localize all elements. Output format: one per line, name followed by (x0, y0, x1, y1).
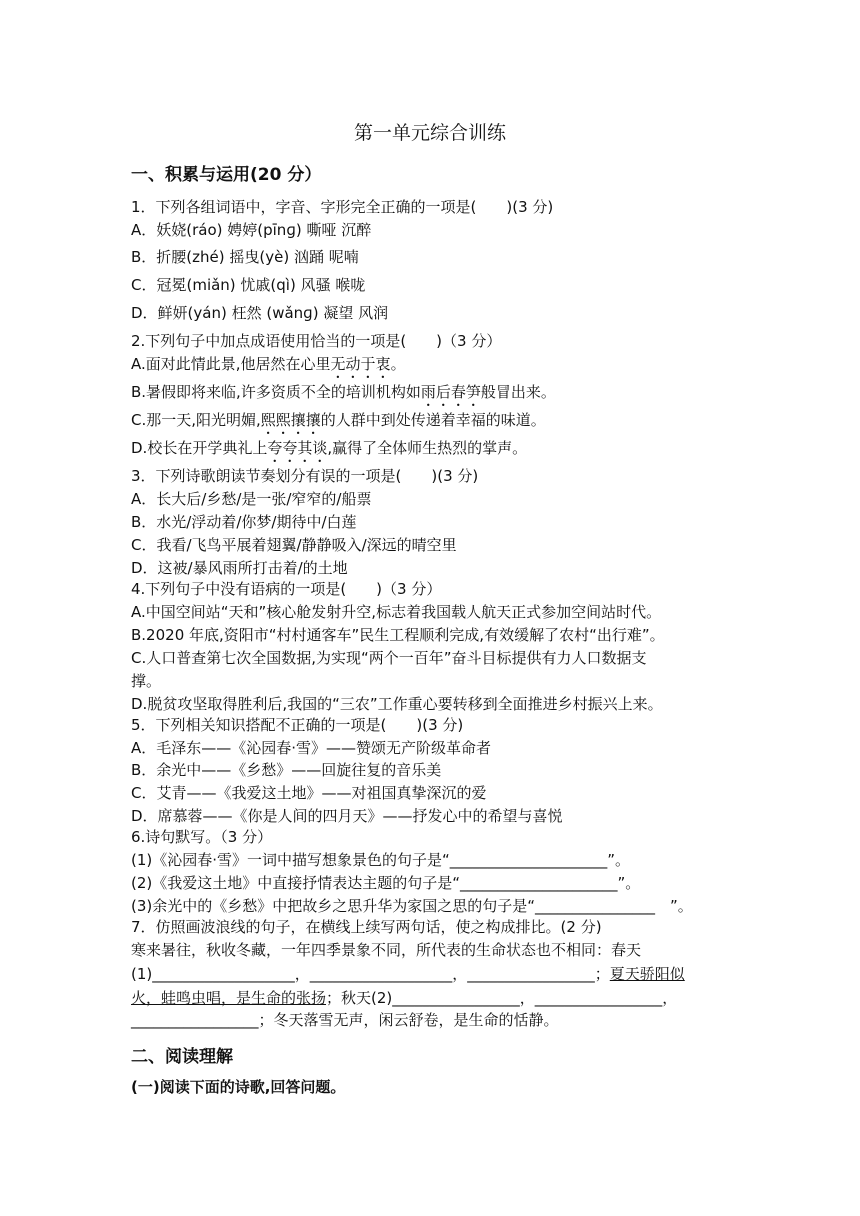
q7-line-1: 寒来暑往，秋收冬藏，一年四季景象不同，所代表的生命状态也不相同：春天 (131, 941, 642, 959)
q4-option-c-line1: C.人口普查第七次全国数据,为实现“两个一百年”奋斗目标提供有力人口数据支 (131, 649, 647, 667)
dotted-idiom: 雨后春笋 (420, 383, 481, 401)
q3-option-b: B．水光/浮动着/你梦/期待中/白莲 (131, 513, 357, 531)
section-heading-2: 二、阅读理解 (131, 1047, 233, 1067)
q7-stem: 7．仿照画波浪线的句子，在横线上续写两句话，使之构成排比。(2 分) (131, 918, 602, 936)
q2-option-b: B.暑假即将来临,许多资质不全的培训机构如雨后春笋般冒出来。 (131, 383, 556, 401)
q2-stem: 2.下列句子中加点成语使用恰当的一项是( )（3 分） (131, 332, 502, 350)
subsection-heading: (一)阅读下面的诗歌,回答问题。 (131, 1078, 346, 1096)
q1-option-d: D．鲜妍(yán) 枉然 (wǎnɡ) 凝望 风润 (131, 304, 389, 322)
q5-stem: 5．下列相关知识搭配不正确的一项是( )(3 分) (131, 716, 464, 734)
q1-option-b: B．折腰(zhé) 摇曳(yè) 汹踊 呢喃 (131, 248, 359, 266)
q4-option-b: B.2020 年底,资阳市“村村通客车”民生工程顺利完成,有效缓解了农村“出行难”。 (131, 626, 665, 644)
wavy-underlined-text: 火，蛙鸣虫唱，是生命的张扬 (131, 989, 327, 1007)
q1-stem: 1．下列各组词语中，字音、字形完全正确的一项是( )(3 分) (131, 198, 554, 216)
dotted-idiom: 熙熙攘攘 (260, 411, 321, 429)
q3-option-a: A．长大后/乡愁/是一张/窄窄的/船票 (131, 490, 372, 508)
q6-stem: 6.诗句默写。（3 分） (131, 828, 273, 846)
page-title: 第一单元综合训练 (353, 122, 506, 144)
q5-option-c: C．艾青——《我爱这土地》——对祖国真挚深沉的爱 (131, 784, 487, 802)
q6-line-2: (2)《我爱这土地》中直接抒情表达主题的句子是“_____________________”。 (131, 874, 641, 892)
dotted-idiom: 夸夸其谈 (267, 439, 328, 457)
q3-option-d: D．这被/暴风雨所打击着/的土地 (131, 559, 348, 577)
q4-option-d: D.脱贫攻坚取得胜利后,我国的“三农”工作重心要转移到全面推进乡村振兴上来。 (131, 695, 663, 713)
q1-option-a: A．妖娆(ráo) 娉婷(pīnɡ) 嘶哑 沉醉 (131, 221, 372, 239)
q2-option-d: D.校长在开学典礼上夸夸其谈,赢得了全体师生热烈的掌声。 (131, 439, 528, 457)
q5-option-d: D．席慕蓉——《你是人间的四月天》——抒发心中的希望与喜悦 (131, 807, 563, 825)
q4-stem: 4.下列句子中没有语病的一项是( )（3 分） (131, 580, 442, 598)
q7-line-4: _________________；冬天落雪无声，闲云舒卷，是生命的恬静。 (131, 1011, 559, 1029)
section-heading-1: 一、积累与运用(20 分） (131, 165, 322, 185)
q6-line-1: (1)《沁园春·雪》一词中描写想象景色的句子是“_____________________”。 (131, 851, 631, 869)
q7-line-2: (1)___________________，___________________，_________________；夏天骄阳似 (131, 965, 685, 983)
q4-option-c-line2: 撑。 (131, 672, 162, 690)
q7-line-3: 火，蛙鸣虫唱，是生命的张扬；秋天(2)_________________，_________________， (131, 989, 678, 1007)
q4-option-a: A.中国空间站“天和”核心舱发射升空,标志着我国载人航天正式参加空间站时代。 (131, 603, 662, 621)
q2-option-a: A.面对此情此景,他居然在心里无动于衷。 (131, 355, 406, 373)
q1-option-c: C．冠冕(miǎn) 忧戚(qì) 风骚 喉咙 (131, 276, 366, 294)
dotted-idiom: 无动于衷 (330, 355, 391, 373)
q3-stem: 3．下列诗歌朗读节奏划分有误的一项是( )(3 分) (131, 467, 479, 485)
q5-option-b: B．余光中——《乡愁》——回旋往复的音乐美 (131, 761, 442, 779)
q6-line-3: (3)余光中的《乡愁》中把故乡之思升华为家国之思的句子是“________________ ”。 (131, 897, 693, 915)
q3-option-c: C．我看/飞鸟平展着翅翼/静静吸入/深远的晴空里 (131, 536, 457, 554)
wavy-underlined-text: 夏天骄阳似 (609, 965, 685, 983)
q5-option-a: A．毛泽东——《沁园春·雪》——赞颂无产阶级革命者 (131, 739, 492, 757)
q2-option-c: C.那一天,阳光明媚,熙熙攘攘的人群中到处传递着幸福的味道。 (131, 411, 546, 429)
